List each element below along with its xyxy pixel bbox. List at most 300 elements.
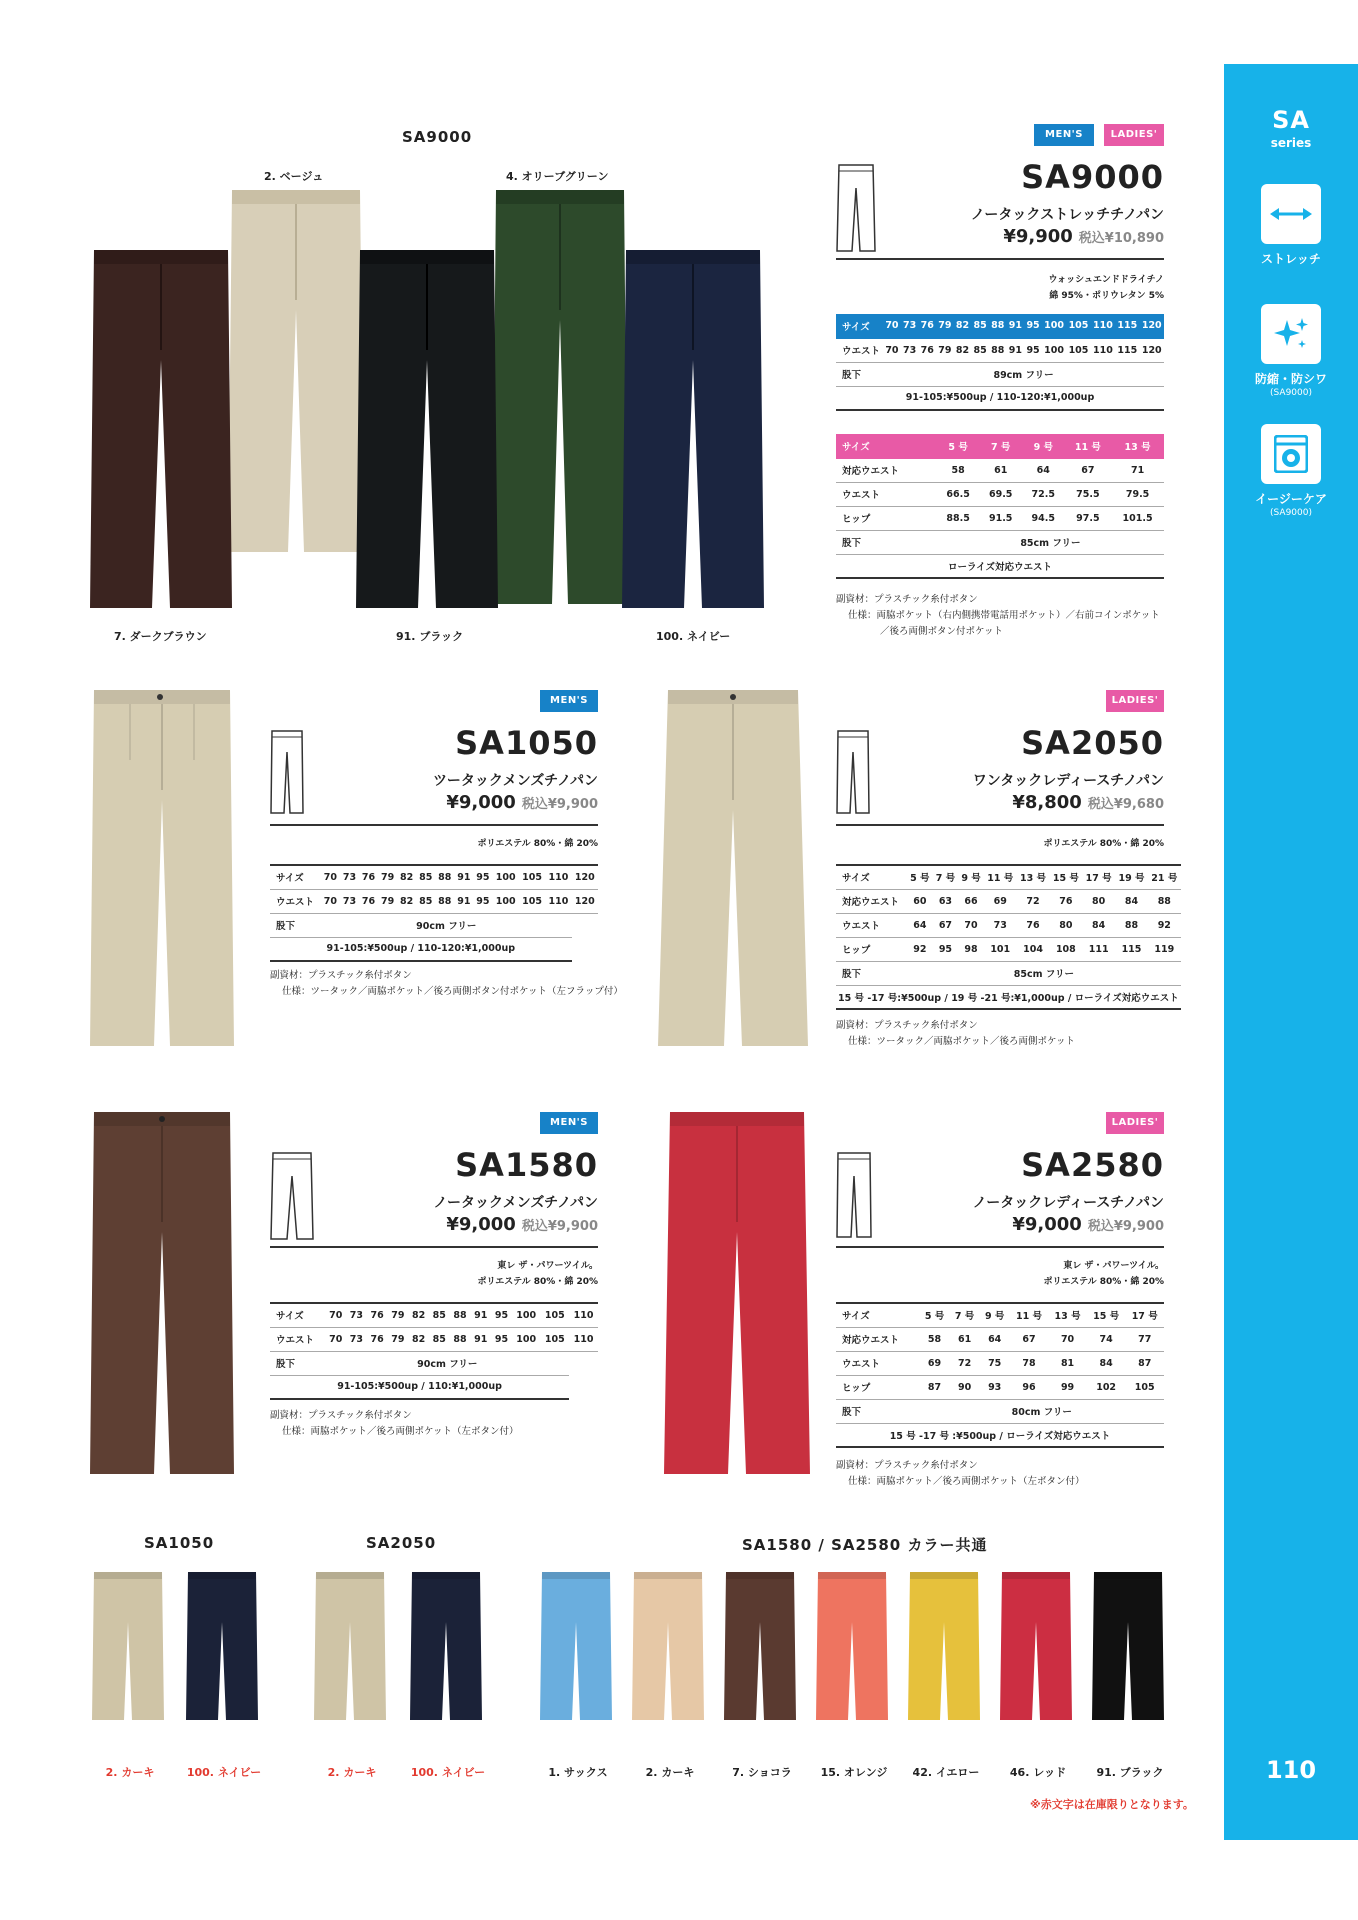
variant-label: 4. オリーブグリーン: [506, 170, 609, 183]
table-cell: 15 号: [1087, 1303, 1126, 1327]
divider: [836, 258, 1164, 260]
mens-tag: MEN'S: [540, 690, 598, 712]
note-line: 副資材：プラスチック糸付ボタン: [836, 594, 978, 605]
table-cell: 73: [901, 314, 919, 338]
table-cell: 88: [989, 338, 1007, 362]
pants-photo-sa2050: [658, 690, 808, 1046]
table-cell: 91: [1007, 314, 1025, 338]
mens-tag: MEN'S: [540, 1112, 598, 1134]
table-cell: 95: [473, 865, 492, 889]
row-header: ウエスト: [836, 482, 937, 506]
table-cell: 73: [984, 913, 1017, 937]
table-cell: 58: [919, 1327, 949, 1351]
table-cell: 74: [1087, 1327, 1126, 1351]
material: [836, 1258, 1164, 1290]
price-tax: 税込¥9,900: [1087, 1219, 1164, 1234]
variant-label: 2. ベージュ: [264, 170, 324, 183]
swatch-label: 42. イエロー: [912, 1766, 980, 1779]
sa2580-notes: [836, 1458, 1085, 1490]
table-cell: 82: [408, 1303, 429, 1327]
product-name: ワンタックレディースチノパン: [972, 773, 1164, 789]
table-cell: 94.5: [1022, 506, 1065, 530]
color-swatch-pants: [632, 1572, 704, 1720]
swatch-label: 1. サックス: [548, 1766, 608, 1779]
note-line: 仕様：ツータック／両脇ポケット／後ろ両側ボタン付ポケット（左フラップ付）: [282, 986, 623, 997]
table-cell: 78: [1010, 1351, 1049, 1375]
table-cell: 17 号: [1082, 865, 1115, 889]
feature-label: ストレッチ: [1261, 252, 1321, 266]
table-cell: 88: [450, 1303, 471, 1327]
table-cell: 70: [325, 1327, 346, 1351]
surcharge: 91-105:¥500up / 110-120:¥1,000up: [270, 937, 572, 961]
table-cell: 9 号: [980, 1303, 1010, 1327]
inseam-label: 股下: [836, 961, 907, 985]
table-cell: 69: [984, 889, 1017, 913]
table-cell: 119: [1148, 937, 1181, 961]
table-cell: 11 号: [1065, 434, 1112, 458]
table-cell: 61: [950, 1327, 980, 1351]
note-line: 副資材：プラスチック糸付ボタン: [270, 970, 412, 981]
pants-flat-icon: [270, 730, 304, 814]
table-cell: 88: [1148, 889, 1181, 913]
inseam-value: 90cm フリー: [325, 1351, 569, 1375]
inseam-value: 89cm フリー: [883, 362, 1164, 386]
price-tax: 税込¥9,900: [521, 797, 598, 812]
table-cell: 81: [1048, 1351, 1087, 1375]
divider: [270, 1246, 598, 1248]
price-value: ¥8,800: [1012, 792, 1082, 813]
table-cell: 60: [907, 889, 933, 913]
swatch-label: 100. ネイビー: [410, 1766, 486, 1779]
swatch-label: 15. オレンジ: [820, 1766, 888, 1779]
table-cell: 11 号: [984, 865, 1017, 889]
table-cell: 7 号: [933, 865, 959, 889]
table-cell: 76: [359, 865, 378, 889]
table-cell: 91: [470, 1303, 491, 1327]
table-cell: 108: [1049, 937, 1082, 961]
note-line: 仕様：両脇ポケット／後ろ両側ポケット（左ボタン付）: [282, 1426, 519, 1437]
table-cell: 95: [933, 937, 959, 961]
table-cell: 70: [321, 865, 340, 889]
series-sub: series: [1270, 136, 1312, 150]
table-cell: 72.5: [1022, 482, 1065, 506]
note-line: 副資材：プラスチック糸付ボタン: [836, 1460, 978, 1471]
table-cell: 76: [359, 889, 378, 913]
table-cell: 17 号: [1125, 1303, 1164, 1327]
table-cell: 120: [572, 889, 598, 913]
product-code: SA1580: [455, 1146, 598, 1184]
table-cell: 92: [907, 937, 933, 961]
row-header: サイズ: [836, 865, 907, 889]
swatch-title-common: SA1580 / SA2580 カラー共通: [742, 1536, 988, 1554]
table-cell: 88: [450, 1327, 471, 1351]
material: [836, 272, 1164, 304]
row-header: ウエスト: [836, 338, 883, 362]
table-cell: 84: [1115, 889, 1148, 913]
table-cell: 120: [1140, 314, 1165, 338]
row-header: 対応ウエスト: [836, 889, 907, 913]
surcharge: 91-105:¥500up / 110-120:¥1,000up: [836, 386, 1164, 410]
table-cell: 9 号: [958, 865, 984, 889]
table-cell: 67: [933, 913, 959, 937]
stretch-arrows-icon: [1268, 204, 1314, 224]
material-2: 綿 95%・ポリウレタン 5%: [1049, 291, 1164, 301]
row-header: サイズ: [836, 314, 883, 338]
table-cell: 88: [435, 865, 454, 889]
table-cell: 91: [454, 865, 473, 889]
sa9000-ladies-size-table: [836, 434, 1164, 579]
table-cell: 64: [907, 913, 933, 937]
sa1050-size-table: [270, 864, 598, 962]
sa1050-notes: [270, 968, 623, 1000]
table-cell: 95: [491, 1327, 512, 1351]
table-cell: 69: [919, 1351, 949, 1375]
color-swatch-pants: [186, 1572, 258, 1720]
row-header: ウエスト: [836, 913, 907, 937]
table-cell: 75: [980, 1351, 1010, 1375]
inseam-label: 股下: [270, 1351, 325, 1375]
table-cell: 67: [1010, 1327, 1049, 1351]
table-cell: 111: [1082, 937, 1115, 961]
table-cell: 66.5: [937, 482, 980, 506]
table-cell: 85: [429, 1327, 450, 1351]
table-cell: 115: [1115, 338, 1139, 362]
divider: [836, 1246, 1164, 1248]
color-swatch-pants: [540, 1572, 612, 1720]
table-cell: 70: [1048, 1327, 1087, 1351]
table-cell: 70: [325, 1303, 346, 1327]
table-cell: 72: [1017, 889, 1050, 913]
row-header: サイズ: [836, 1303, 919, 1327]
inseam-label: 股下: [270, 913, 321, 937]
table-cell: 13 号: [1111, 434, 1164, 458]
table-cell: 21 号: [1148, 865, 1181, 889]
table-cell: 73: [901, 338, 919, 362]
washing-machine-icon: [1274, 435, 1308, 473]
swatch-label: 2. カーキ: [645, 1766, 695, 1779]
table-cell: 84: [1087, 1351, 1126, 1375]
table-cell: 85: [429, 1303, 450, 1327]
table-cell: 99: [1048, 1375, 1087, 1399]
table-cell: 100: [512, 1327, 541, 1351]
table-cell: 5 号: [907, 865, 933, 889]
stock-footnote: ※赤文字は在庫限りとなります。: [1030, 1798, 1194, 1811]
table-cell: 105: [540, 1303, 569, 1327]
table-cell: 88: [989, 314, 1007, 338]
table-cell: 64: [980, 1327, 1010, 1351]
note-line: ／後ろ両側ボタン付ポケット: [880, 626, 1004, 637]
table-cell: 66: [958, 889, 984, 913]
ladies-tag: LADIES': [1104, 124, 1164, 146]
price-value: ¥9,000: [446, 1214, 516, 1235]
table-cell: 9 号: [1022, 434, 1065, 458]
table-cell: 73: [340, 865, 359, 889]
table-cell: 100: [1042, 338, 1066, 362]
table-cell: 77: [1125, 1327, 1164, 1351]
pants-photo-sa2580: [664, 1112, 810, 1474]
table-cell: 105: [540, 1327, 569, 1351]
table-cell: 72: [950, 1351, 980, 1375]
table-cell: 85: [971, 314, 989, 338]
table-cell: 7 号: [950, 1303, 980, 1327]
series-title: [1224, 106, 1358, 150]
swatch-label: 2. カーキ: [105, 1766, 155, 1779]
series-name: SA: [1272, 106, 1310, 134]
price-tax: 税込¥10,890: [1078, 231, 1164, 246]
price-value: ¥9,900: [1003, 226, 1073, 247]
table-cell: 19 号: [1115, 865, 1148, 889]
table-cell: 80: [1082, 889, 1115, 913]
color-swatch-pants: [410, 1572, 482, 1720]
material: ポリエステル 80%・綿 20%: [477, 839, 598, 849]
table-cell: 85: [416, 865, 435, 889]
page-number: 110: [1265, 1756, 1317, 1784]
table-cell: 76: [1017, 913, 1050, 937]
table-cell: 79: [936, 314, 954, 338]
row-header: サイズ: [270, 1303, 325, 1327]
note-line: 副資材：プラスチック糸付ボタン: [836, 1020, 978, 1031]
table-cell: 69.5: [979, 482, 1022, 506]
series-sidebar: [1224, 64, 1358, 1840]
row-header: ヒップ: [836, 1375, 919, 1399]
pants-photo-beige: [228, 190, 364, 552]
sa1580-notes: [270, 1408, 519, 1440]
sparkle-icon: [1271, 314, 1311, 354]
inseam-label: 股下: [836, 530, 937, 554]
table-cell: 105: [1066, 314, 1090, 338]
row-header: 対応ウエスト: [836, 1327, 919, 1351]
pants-photo-olive: [492, 190, 628, 604]
divider: [836, 824, 1164, 826]
table-cell: 76: [367, 1327, 388, 1351]
row-header: ヒップ: [836, 937, 907, 961]
table-cell: 100: [492, 889, 518, 913]
table-cell: 82: [954, 338, 972, 362]
table-cell: 73: [340, 889, 359, 913]
table-cell: 79: [936, 338, 954, 362]
table-cell: 102: [1087, 1375, 1126, 1399]
table-cell: 100: [1042, 314, 1066, 338]
feature-label: 防縮・防シワ: [1254, 372, 1327, 386]
pants-photo-darkbrown: [90, 250, 232, 608]
table-cell: 82: [397, 889, 416, 913]
row-header: ウエスト: [270, 1327, 325, 1351]
material-2: ポリエステル 80%・綿 20%: [477, 1277, 598, 1287]
table-cell: 76: [918, 338, 936, 362]
product-price: [866, 1214, 1164, 1235]
color-swatch-pants: [1092, 1572, 1164, 1720]
color-swatch-pants: [1000, 1572, 1072, 1720]
pants-photo-sa1580: [90, 1112, 234, 1474]
row-header: 対応ウエスト: [836, 458, 937, 482]
table-cell: 95: [491, 1303, 512, 1327]
feature-label: イージーケア: [1255, 492, 1327, 506]
sa9000-notes: [836, 592, 1160, 640]
table-cell: 79: [388, 1303, 409, 1327]
table-cell: 92: [1148, 913, 1181, 937]
table-cell: 90: [950, 1375, 980, 1399]
product-price: [866, 792, 1164, 813]
pants-photo-black: [356, 250, 498, 608]
table-cell: 76: [367, 1303, 388, 1327]
color-swatch-pants: [908, 1572, 980, 1720]
row-header: ヒップ: [836, 506, 937, 530]
note-line: 仕様：両脇ポケット／後ろ両側ポケット（左ボタン付）: [848, 1476, 1085, 1487]
table-cell: 110: [569, 1327, 598, 1351]
ladies-tag: LADIES': [1106, 690, 1164, 712]
table-cell: 5 号: [919, 1303, 949, 1327]
table-cell: 7 号: [979, 434, 1022, 458]
feature-easy-care: [1224, 424, 1358, 518]
table-cell: 91: [454, 889, 473, 913]
table-cell: 110: [1091, 314, 1115, 338]
swatch-label: 2. カーキ: [327, 1766, 377, 1779]
row-header: サイズ: [270, 865, 321, 889]
mens-tag: MEN'S: [1034, 124, 1094, 146]
table-cell: 110: [545, 865, 571, 889]
ladies-tag: LADIES': [1106, 1112, 1164, 1134]
feature-sub: (SA9000): [1270, 508, 1312, 518]
table-cell: 73: [346, 1303, 367, 1327]
swatch-label: 100. ネイビー: [186, 1766, 262, 1779]
table-cell: 101.5: [1111, 506, 1164, 530]
material: [270, 1258, 598, 1290]
material-1: ウォッシュエンドドライチノ: [1048, 275, 1164, 285]
swatch-title-sa2050: SA2050: [366, 1534, 437, 1552]
feature-stretch: [1224, 184, 1358, 267]
divider: [270, 824, 598, 826]
table-cell: 58: [937, 458, 980, 482]
table-cell: 85: [416, 889, 435, 913]
feature-sub: (SA9000): [1270, 388, 1312, 398]
inseam-value: 85cm フリー: [907, 961, 1181, 985]
table-cell: 105: [519, 865, 545, 889]
table-cell: 88: [435, 889, 454, 913]
table-cell: 70: [883, 338, 901, 362]
color-swatch-pants: [314, 1572, 386, 1720]
sa2580-size-table: [836, 1302, 1164, 1448]
material-2: ポリエステル 80%・綿 20%: [1043, 1277, 1164, 1287]
sa1580-size-table: [270, 1302, 598, 1400]
table-cell: 105: [1066, 338, 1090, 362]
product-code: SA9000: [1021, 158, 1164, 196]
surcharge: 91-105:¥500up / 110:¥1,000up: [270, 1375, 569, 1399]
color-swatch-pants: [816, 1572, 888, 1720]
table-cell: 110: [545, 889, 571, 913]
swatch-label: 91. ブラック: [1096, 1766, 1164, 1779]
table-cell: 15 号: [1049, 865, 1082, 889]
inseam-label: 股下: [836, 362, 883, 386]
table-cell: 115: [1115, 314, 1139, 338]
product-code: SA2580: [1021, 1146, 1164, 1184]
table-cell: 88.5: [937, 506, 980, 530]
table-cell: 76: [1049, 889, 1082, 913]
table-cell: 13 号: [1048, 1303, 1087, 1327]
table-cell: 85: [971, 338, 989, 362]
table-cell: 101: [984, 937, 1017, 961]
inseam-value: 80cm フリー: [919, 1399, 1164, 1423]
surcharge: 15 号 -17 号 :¥500up / ローライズ対応ウエスト: [836, 1423, 1164, 1447]
table-cell: 120: [572, 865, 598, 889]
row-header: ウエスト: [270, 889, 321, 913]
table-cell: 79.5: [1111, 482, 1164, 506]
table-cell: 98: [958, 937, 984, 961]
table-cell: 82: [408, 1327, 429, 1351]
table-cell: 100: [512, 1303, 541, 1327]
inseam-value: 85cm フリー: [937, 530, 1164, 554]
product-name: ノータックストレッチチノパン: [970, 207, 1164, 223]
material-1: 東レ ザ・パワーツイル。: [497, 1261, 598, 1271]
table-cell: 93: [980, 1375, 1010, 1399]
price-tax: 税込¥9,900: [521, 1219, 598, 1234]
table-cell: 97.5: [1065, 506, 1112, 530]
product-code: SA1050: [455, 724, 598, 762]
table-cell: 120: [1140, 338, 1165, 362]
variant-label: 100. ネイビー: [656, 630, 731, 643]
note-line: 仕様：ツータック／両脇ポケット／後ろ両側ポケット: [848, 1036, 1076, 1047]
table-cell: 96: [1010, 1375, 1049, 1399]
variant-label: 7. ダークブラウン: [114, 630, 207, 643]
table-cell: 64: [1022, 458, 1065, 482]
note-line: 副資材：プラスチック糸付ボタン: [270, 1410, 412, 1421]
table-cell: 79: [378, 865, 397, 889]
table-cell: 73: [346, 1327, 367, 1351]
table-cell: 91: [470, 1327, 491, 1351]
table-cell: 104: [1017, 937, 1050, 961]
table-cell: 100: [492, 865, 518, 889]
sa9000-showcase-title: SA9000: [402, 128, 473, 146]
sa2050-size-table: [836, 864, 1181, 1010]
price-value: ¥9,000: [446, 792, 516, 813]
table-cell: 91.5: [979, 506, 1022, 530]
row-header: ウエスト: [836, 1351, 919, 1375]
table-cell: 110: [1091, 338, 1115, 362]
table-cell: 70: [958, 913, 984, 937]
sa2050-notes: [836, 1018, 1075, 1050]
table-cell: 110: [569, 1303, 598, 1327]
table-cell: 91: [1007, 338, 1025, 362]
table-cell: 105: [519, 889, 545, 913]
color-swatch-pants: [92, 1572, 164, 1720]
material-1: 東レ ザ・パワーツイル。: [1063, 1261, 1164, 1271]
table-cell: 95: [473, 889, 492, 913]
table-cell: 75.5: [1065, 482, 1112, 506]
table-cell: 70: [321, 889, 340, 913]
price-tax: 税込¥9,680: [1087, 797, 1164, 812]
color-swatch-pants: [724, 1572, 796, 1720]
table-cell: 88: [1115, 913, 1148, 937]
table-cell: 82: [397, 865, 416, 889]
product-name: ツータックメンズチノパン: [432, 773, 598, 789]
table-cell: 95: [1024, 314, 1042, 338]
table-cell: 115: [1115, 937, 1148, 961]
table-cell: 95: [1024, 338, 1042, 362]
table-cell: 84: [1082, 913, 1115, 937]
table-cell: 82: [954, 314, 972, 338]
swatch-label: 46. レッド: [1009, 1766, 1067, 1779]
table-cell: 5 号: [937, 434, 980, 458]
inseam-value: 90cm フリー: [321, 913, 572, 937]
table-cell: 13 号: [1017, 865, 1050, 889]
product-price: [860, 226, 1164, 247]
size-note: ローライズ対応ウエスト: [836, 554, 1164, 578]
product-price: [300, 792, 598, 813]
product-code: SA2050: [1021, 724, 1164, 762]
price-value: ¥9,000: [1012, 1214, 1082, 1235]
variant-label: 91. ブラック: [396, 630, 464, 643]
product-name: ノータックメンズチノパン: [433, 1195, 598, 1211]
row-header: サイズ: [836, 434, 937, 458]
